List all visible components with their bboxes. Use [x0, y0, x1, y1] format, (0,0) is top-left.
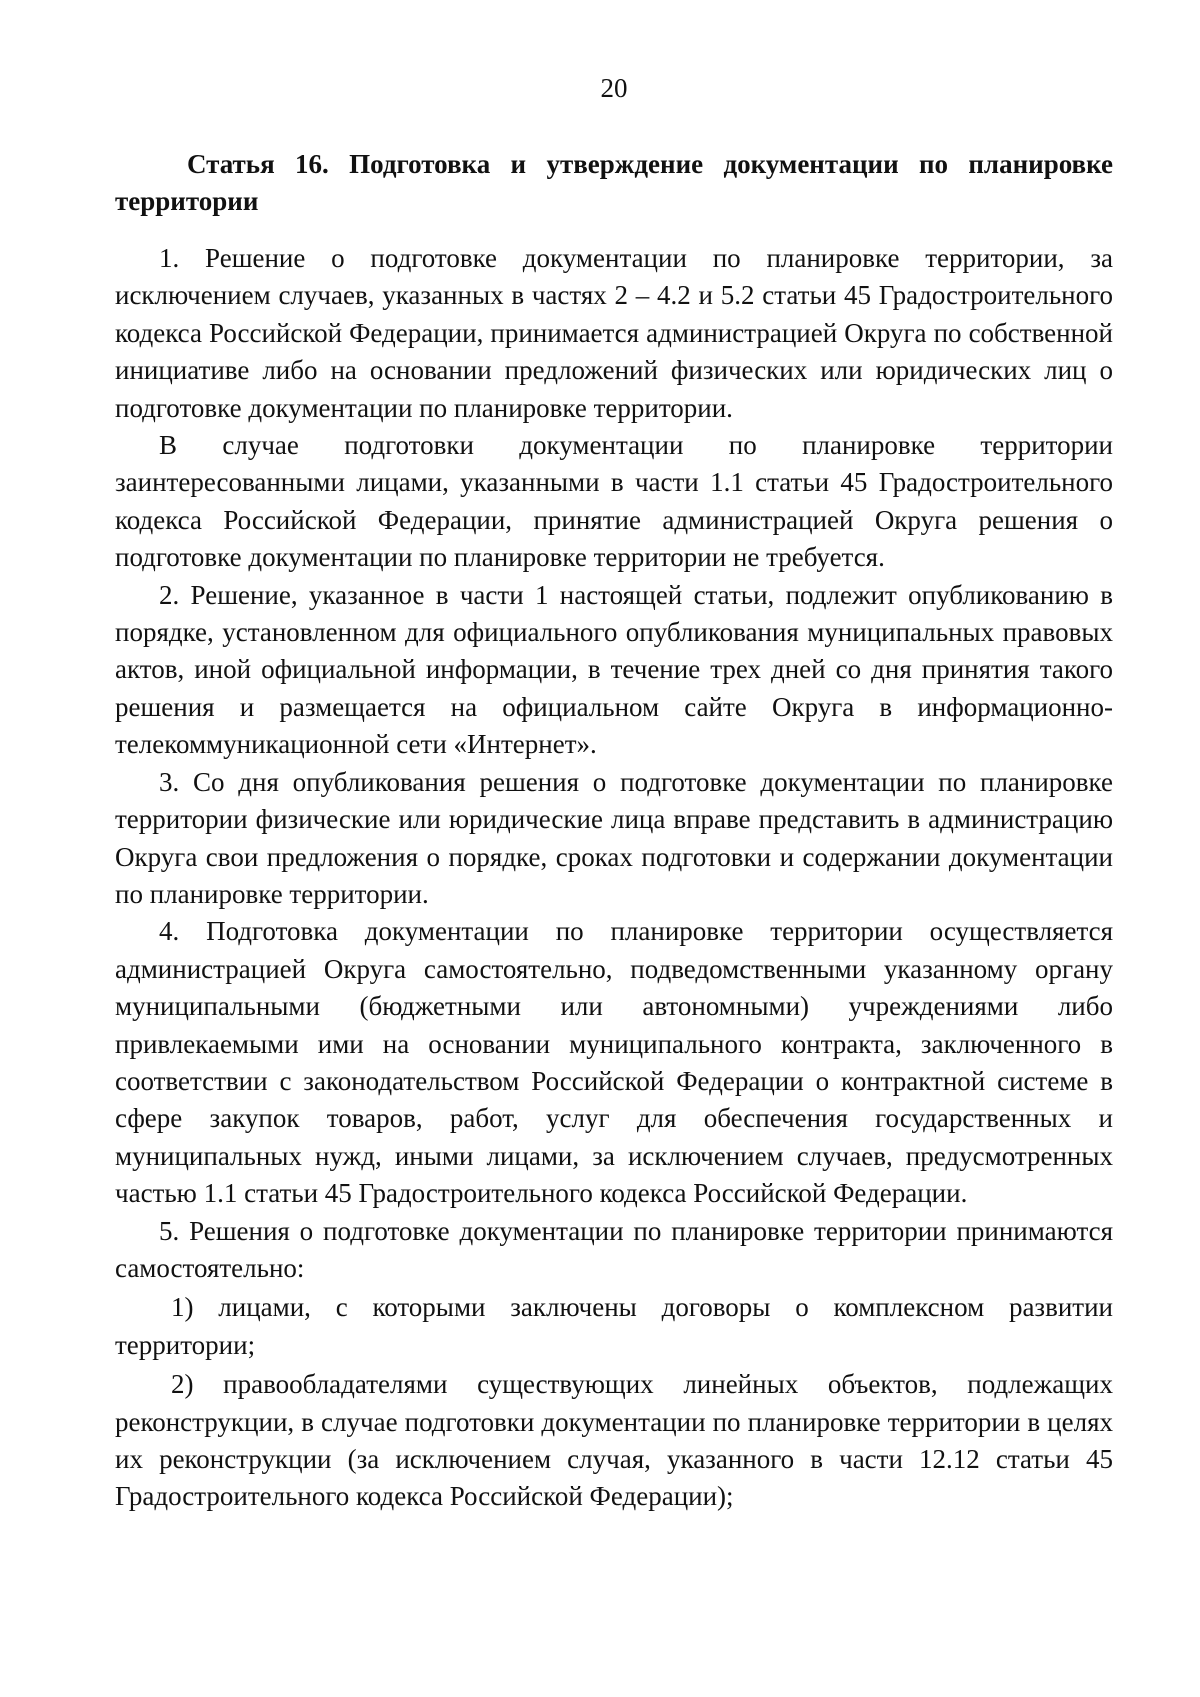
article-title: Статья 16. Подготовка и утверждение документации по планировке территории — [115, 149, 1113, 216]
paragraph-3: 3. Со дня опубликования решения о подготовке документации по планировке территории физические или юридические лица вправе представить в администрацию Округа свои предложения о порядке, сроках подготовки и содержании документации по планировке территории. — [115, 766, 1113, 909]
paragraph-2: 2. Решение, указанное в части 1 настоящей статьи, подлежит опубликованию в порядке, установленном для официального опубликования муниципальных правовых актов, иной официальной информации, в течение трех дней со дня принятия такого решения и размещается на официальном сайте Округа в информационно-телекоммуникационной сети «Интернет». — [115, 579, 1113, 760]
list-item: 2) правообладателями существующих линейных объектов, подлежащих реконструкции, в случае подготовки документации по планировке территории в целях их реконструкции (за исключением случая, указанного в части 12.12 статьи 45 Градостроительного кодекса Российской Федерации); — [115, 1369, 1113, 1512]
paragraph-1-continued: В случае подготовки документации по планировке территории заинтересованными лицами, указанными в части 1.1 статьи 45 Градостроительного кодекса Российской Федерации, принятие администрацией Округа решения о подготовке документации по планировке территории не требуется. — [115, 430, 1113, 573]
page-number: 20 — [600, 73, 628, 103]
paragraph-1: 1. Решение о подготовке документации по планировке территории, за исключением случаев, указанных в частях 2 – 4.2 и 5.2 статьи 45 Градостроительного кодекса Российской Федерации, принимается администрацией Округа по собственной инициативе либо на основании предложений физических или юридических лиц о подготовке документации по планировке территории. — [115, 243, 1113, 423]
list-item: 1) лицами, с которыми заключены договоры о комплексном развитии территории; — [115, 1292, 1113, 1360]
paragraph-5: 5. Решения о подготовке документации по планировке территории принимаются самостоятельно: — [115, 1215, 1113, 1283]
paragraph-4: 4. Подготовка документации по планировке территории осуществляется администрацией Округа самостоятельно, подведомственными указанному органу муниципальными (бюджетными или автономными) учреждениями либо привлекаемыми ими на основании муниципального контракта, заключенного в соответствии с законодательством Российской Федерации о контрактной системе в сфере закупок товаров, работ, услуг для обеспечения государственных и муниципальных нужд, иными лицами, за исключением случаев, предусмотренных частью 1.1 статьи 45 Градостроительного кодекса Российской Федерации. — [115, 916, 1113, 1209]
